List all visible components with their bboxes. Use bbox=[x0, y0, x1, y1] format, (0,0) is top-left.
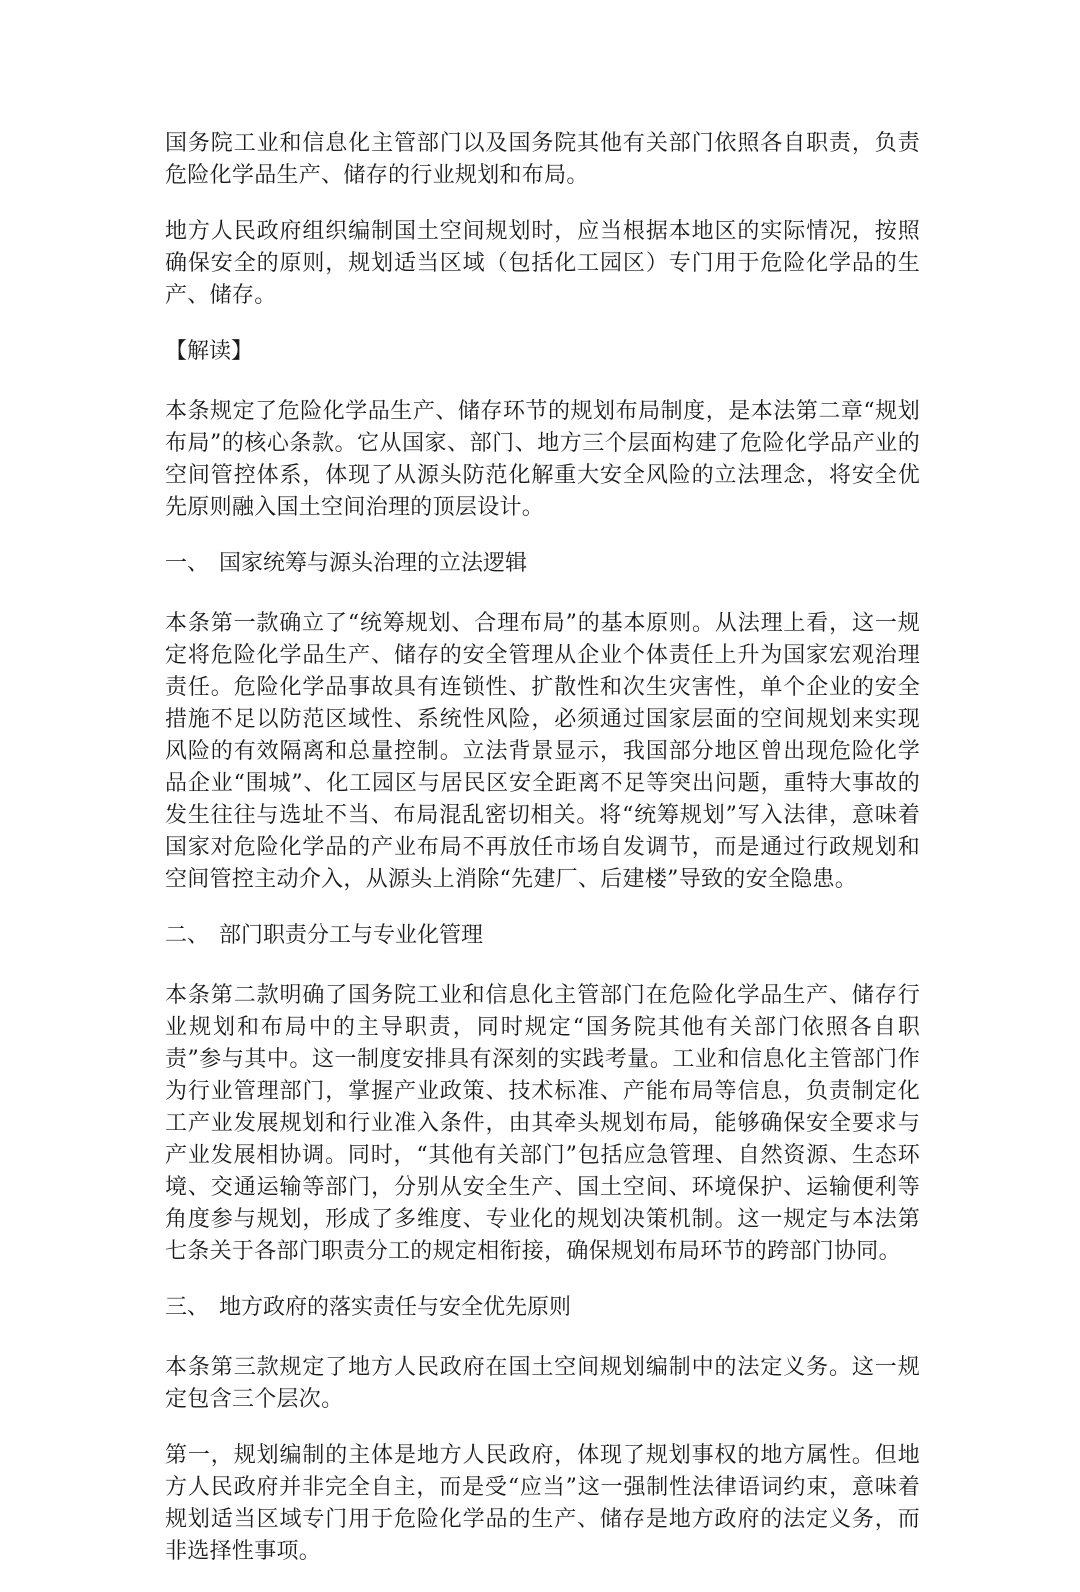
paragraph-local-government-planning: 地方人民政府组织编制国土空间规划时，应当根据本地区的实际情况，按照确保安全的原则，规划适当区域（包括化工园区）专门用于危险化学品的生产、储存。 bbox=[165, 219, 920, 308]
interpretation-label: 【解读】 bbox=[165, 339, 254, 364]
paragraph-ministry-responsibility: 国务院工业和信息化主管部门以及国务院其他有关部门依照各自职责，负责危险化学品生产、储存的行业规划和布局。 bbox=[165, 131, 920, 188]
section-title: 地方政府的落实责任与安全优先原则 bbox=[219, 1295, 572, 1320]
section-heading-1 bbox=[165, 548, 920, 580]
paragraph-section-2-body: 本条第二款明确了国务院工业和信息化主管部门在危险化学品生产、储存行业规划和布局中的主导职责，同时规定“国务院其他有关部门依照各自职责”参与其中。这一制度安排具有深刻的实践考量。工业和信息化主管部门作为行业管理部门，掌握产业政策、技术标准、产能布局等信息，负责制定化工产业发展规划和行业准入条件，由其牵头规划布局，能够确保安全要求与产业发展相协调。同时，“其他有关部门”包括应急管理、自然资源、生态环境、交通运输等部门，分别从安全生产、国土空间、环境保护、运输便利等角度参与规划，形成了多维度、专业化的规划决策机制。这一规定与本法第七条关于各部门职责分工的规定相衔接，确保规划布局环节的跨部门协同。 bbox=[165, 983, 920, 1264]
section-number: 一、 bbox=[165, 551, 210, 576]
document-page bbox=[165, 128, 920, 1592]
paragraph-section-3-intro: 本条第三款规定了地方人民政府在国土空间规划编制中的法定义务。这一规定包含三个层次。 bbox=[165, 1355, 920, 1412]
paragraph-section-1-body: 本条第一款确立了“统筹规划、合理布局”的基本原则。从法理上看，这一规定将危险化学品生产、储存的安全管理从企业个体责任上升为国家宏观治理责任。危险化学品事故具有连锁性、扩散性和次生灾害性，单个企业的安全措施不足以防范区域性、系统性风险，必须通过国家层面的空间规划来实现风险的有效隔离和总量控制。立法背景显示，我国部分地区曾出现危险化学品企业“围城”、化工园区与居民区安全距离不足等突出问题，重特大事故的发生往往与选址不当、布局混乱密切相关。将“统筹规划”写入法律，意味着国家对危险化学品的产业布局不再放任市场自发调节，而是通过行政规划和空间管控主动介入，从源头上消除“先建厂、后建楼”导致的安全隐患。 bbox=[165, 611, 920, 892]
section-number: 三、 bbox=[165, 1295, 210, 1320]
paragraph-section-3-first-level: 第一，规划编制的主体是地方人民政府，体现了规划事权的地方属性。但地方人民政府并非完全自主，而是受“应当”这一强制性法律语词约束，意味着规划适当区域专门用于危险化学品的生产、储存是地方政府的法定义务，而非选择性事项。 bbox=[165, 1443, 920, 1564]
section-number: 二、 bbox=[165, 923, 210, 948]
section-heading-2 bbox=[165, 920, 920, 952]
section-title: 国家统筹与源头治理的立法逻辑 bbox=[219, 551, 528, 576]
paragraph-interpretation-intro: 本条规定了危险化学品生产、储存环节的规划布局制度，是本法第二章“规划布局”的核心条款。它从国家、部门、地方三个层面构建了危险化学品产业的空间管控体系，体现了从源头防范化解重大安全风险的立法理念，将安全优先原则融入国土空间治理的顶层设计。 bbox=[165, 399, 920, 520]
section-heading-3 bbox=[165, 1292, 920, 1324]
section-title: 部门职责分工与专业化管理 bbox=[219, 923, 484, 948]
